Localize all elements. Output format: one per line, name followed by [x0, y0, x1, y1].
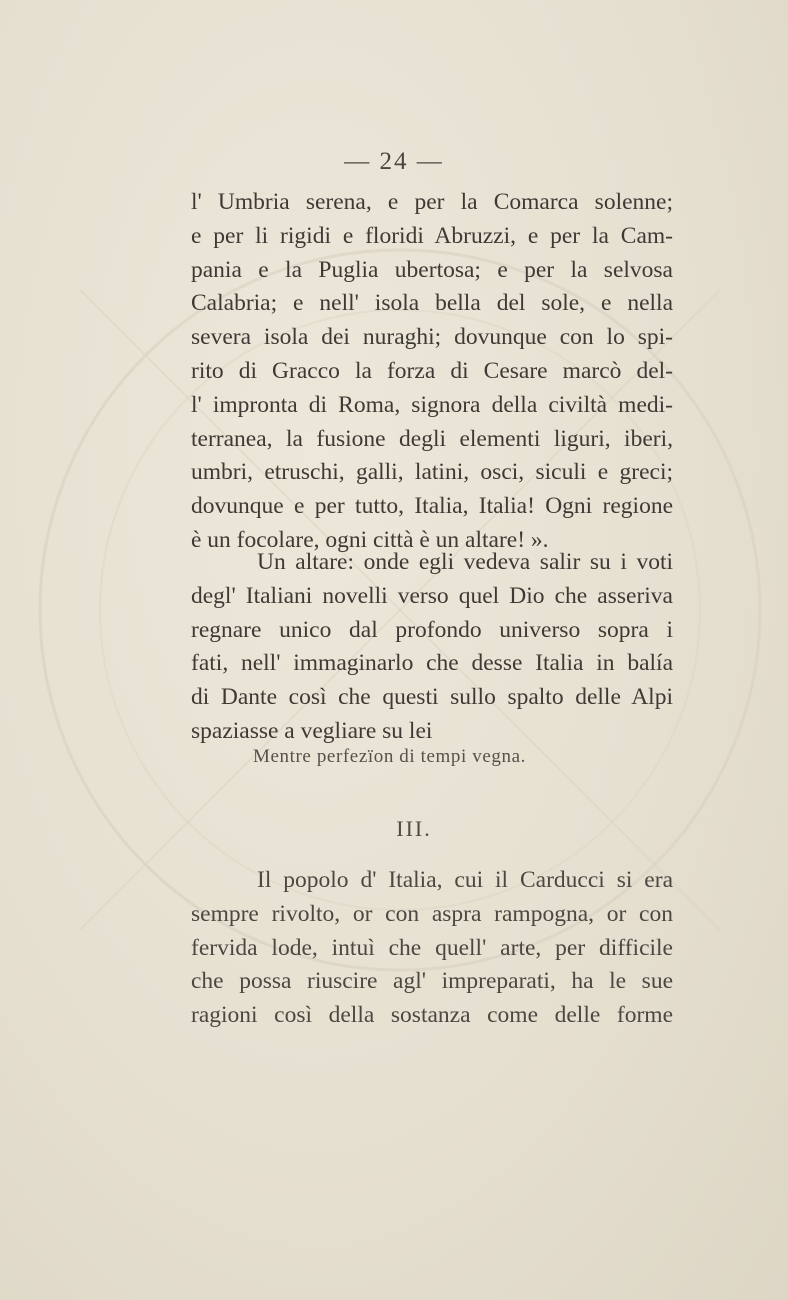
paragraph-2: [191, 546, 673, 749]
text-line: che possa riuscire agl' impreparati, ha le sue: [191, 968, 673, 995]
text-line: terranea, la fusione degli elementi liguri, iberi,: [191, 425, 673, 452]
text-line: Calabria; e nell' isola bella del sole, e nella: [191, 290, 673, 317]
text-line: l' Umbria serena, e per la Comarca solenne;: [191, 189, 673, 215]
text-line: Un altare: onde egli vedeva salir su i voti: [257, 549, 673, 575]
text-line: è un focolare, ogni città è un altare! ».: [191, 526, 549, 553]
paragraph-1: [191, 186, 673, 558]
text-line: umbri, etruschi, galli, latini, osci, siculi e greci;: [191, 459, 673, 486]
text-line: e per li rigidi e floridi Abruzzi, e per la Cam-: [191, 222, 673, 249]
text-line: sempre rivolto, or con aspra rampogna, or con: [191, 900, 673, 927]
text-line: Il popolo d' Italia, cui il Carducci si era: [257, 867, 673, 893]
text-line: pania e la Puglia ubertosa; e per la selvosa: [191, 256, 673, 283]
text-line: di Dante così che questi sullo spalto delle Alpi: [191, 684, 673, 711]
text-line: dovunque e per tutto, Italia, Italia! Ogni regione: [191, 493, 673, 520]
text-line: l' impronta di Roma, signora della civiltà medi-: [191, 391, 673, 418]
section-heading: III.: [396, 816, 432, 841]
paragraph-3: [191, 864, 673, 1033]
text-line: ragioni così della sostanza come delle forme: [191, 1002, 673, 1029]
text-line: spaziasse a vegliare su lei: [191, 717, 433, 744]
text-line: rito di Gracco la forza di Cesare marcò del-: [191, 357, 673, 384]
text-line: fati, nell' immaginarlo che desse Italia in balía: [191, 650, 673, 677]
text-line: regnare unico dal profondo universo sopra i: [191, 616, 673, 643]
text-line: severa isola dei nuraghi; dovunque con lo spi-: [191, 324, 673, 351]
verse-quote: Mentre perfezïon di tempi vegna.: [253, 746, 526, 767]
text-line: fervida lode, intuì che quell' arte, per difficile: [191, 934, 673, 961]
text-line: degl' Italiani novelli verso quel Dio che asseriva: [191, 582, 673, 609]
page-number: — 24 —: [344, 148, 444, 175]
